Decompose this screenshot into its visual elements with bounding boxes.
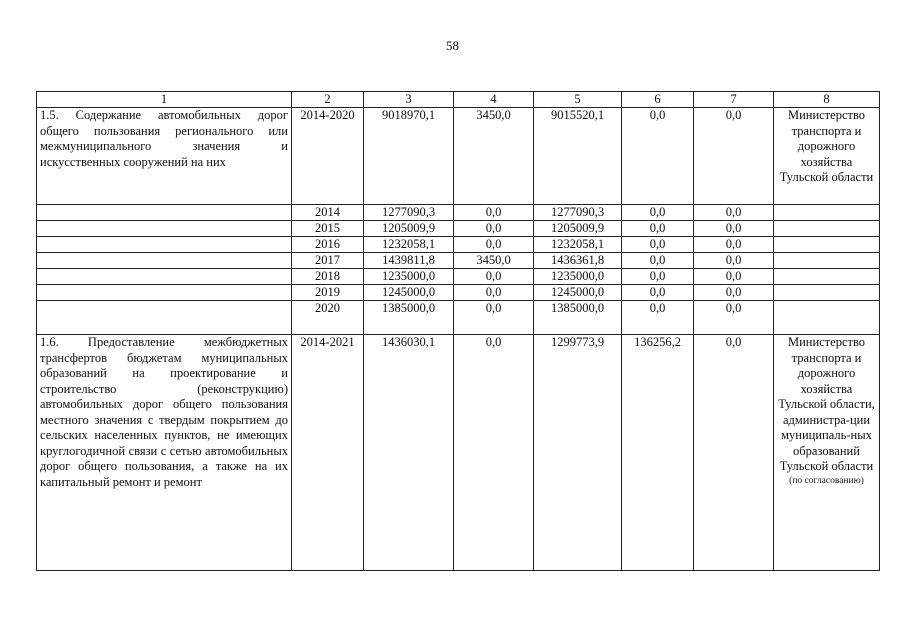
row-description: 1.6. Предоставление межбюджетных трансфертов бюджетам муниципальных образований на проектирование и строительство (реконструкцию) автомобильных дорог общего пользования местного значения с твердым покрытием до сельских населенных пунктов, не имеющих круглогодичной связи с сетью автомобильных дорог общего пользования, а также на их капитальный ремонт и ремонт <box>37 335 292 571</box>
row-description: 1.5. Содержание автомобильных дорог общего пользования регионального или межмуниципального значения и искусственных сооружений на них <box>37 108 292 205</box>
row-col7: 0,0 <box>694 285 774 301</box>
row-year: 2018 <box>292 269 364 285</box>
row-col6: 136256,2 <box>622 335 694 571</box>
row-col6: 0,0 <box>622 285 694 301</box>
empty-cell <box>774 237 880 253</box>
table-row <box>37 205 880 221</box>
empty-cell <box>37 301 292 335</box>
row-col7: 0,0 <box>694 269 774 285</box>
header-cell: 2 <box>292 92 364 108</box>
row-total: 1245000,0 <box>364 285 454 301</box>
empty-cell <box>774 285 880 301</box>
row-year: 2019 <box>292 285 364 301</box>
row-col5: 1277090,3 <box>534 205 622 221</box>
table-row <box>37 237 880 253</box>
table-row <box>37 301 880 335</box>
header-cell: 4 <box>454 92 534 108</box>
header-cell: 1 <box>37 92 292 108</box>
row-total: 1385000,0 <box>364 301 454 335</box>
row-total: 1232058,1 <box>364 237 454 253</box>
row-organization: Министерство транспорта и дорожного хозяйства Тульской области <box>774 108 880 205</box>
row-col6: 0,0 <box>622 301 694 335</box>
row-col7: 0,0 <box>694 253 774 269</box>
row-organization <box>774 335 880 571</box>
table-row <box>37 108 880 205</box>
empty-cell <box>37 253 292 269</box>
table-row <box>37 269 880 285</box>
empty-cell <box>37 269 292 285</box>
table-row <box>37 221 880 237</box>
empty-cell <box>774 269 880 285</box>
empty-cell <box>37 221 292 237</box>
row-year: 2020 <box>292 301 364 335</box>
empty-cell <box>37 237 292 253</box>
header-cell: 6 <box>622 92 694 108</box>
row-period: 2014-2020 <box>292 108 364 205</box>
row-col4: 3450,0 <box>454 108 534 205</box>
organization-text: Министерство транспорта и дорожного хозяйства Тульской области, администра-ции муниципаль-ных образований Тульской области <box>778 335 875 473</box>
row-col4: 0,0 <box>454 335 534 571</box>
row-col6: 0,0 <box>622 108 694 205</box>
header-row <box>37 92 880 108</box>
row-col4: 0,0 <box>454 269 534 285</box>
empty-cell <box>774 253 880 269</box>
row-col5: 1299773,9 <box>534 335 622 571</box>
header-cell: 8 <box>774 92 880 108</box>
row-col7: 0,0 <box>694 221 774 237</box>
row-year: 2014 <box>292 205 364 221</box>
row-col6: 0,0 <box>622 205 694 221</box>
row-col7: 0,0 <box>694 237 774 253</box>
row-col5: 1205009,9 <box>534 221 622 237</box>
row-col6: 0,0 <box>622 269 694 285</box>
row-year: 2015 <box>292 221 364 237</box>
row-col5: 1385000,0 <box>534 301 622 335</box>
row-year: 2017 <box>292 253 364 269</box>
row-col7: 0,0 <box>694 205 774 221</box>
empty-cell <box>774 205 880 221</box>
row-col5: 1436361,8 <box>534 253 622 269</box>
table-row <box>37 335 880 571</box>
row-col4: 0,0 <box>454 221 534 237</box>
header-cell: 5 <box>534 92 622 108</box>
row-col4: 0,0 <box>454 301 534 335</box>
row-col6: 0,0 <box>622 237 694 253</box>
row-total: 1277090,3 <box>364 205 454 221</box>
row-col7: 0,0 <box>694 335 774 571</box>
row-total: 1235000,0 <box>364 269 454 285</box>
row-col5: 1235000,0 <box>534 269 622 285</box>
row-col6: 0,0 <box>622 253 694 269</box>
organization-note: (по согласованию) <box>789 475 864 486</box>
header-cell: 7 <box>694 92 774 108</box>
row-total: 1205009,9 <box>364 221 454 237</box>
table-row <box>37 285 880 301</box>
row-period: 2014-2021 <box>292 335 364 571</box>
row-total: 1439811,8 <box>364 253 454 269</box>
row-col5: 1245000,0 <box>534 285 622 301</box>
row-col4: 0,0 <box>454 285 534 301</box>
table-row <box>37 253 880 269</box>
row-col5: 9015520,1 <box>534 108 622 205</box>
row-total: 1436030,1 <box>364 335 454 571</box>
empty-cell <box>774 221 880 237</box>
empty-cell <box>774 301 880 335</box>
data-table <box>36 91 880 571</box>
row-total: 9018970,1 <box>364 108 454 205</box>
header-cell: 3 <box>364 92 454 108</box>
empty-cell <box>37 285 292 301</box>
row-col4: 0,0 <box>454 237 534 253</box>
row-col5: 1232058,1 <box>534 237 622 253</box>
row-col7: 0,0 <box>694 108 774 205</box>
page-number: 58 <box>446 38 459 53</box>
row-col6: 0,0 <box>622 221 694 237</box>
row-col7: 0,0 <box>694 301 774 335</box>
row-col4: 0,0 <box>454 205 534 221</box>
row-col4: 3450,0 <box>454 253 534 269</box>
row-year: 2016 <box>292 237 364 253</box>
empty-cell <box>37 205 292 221</box>
